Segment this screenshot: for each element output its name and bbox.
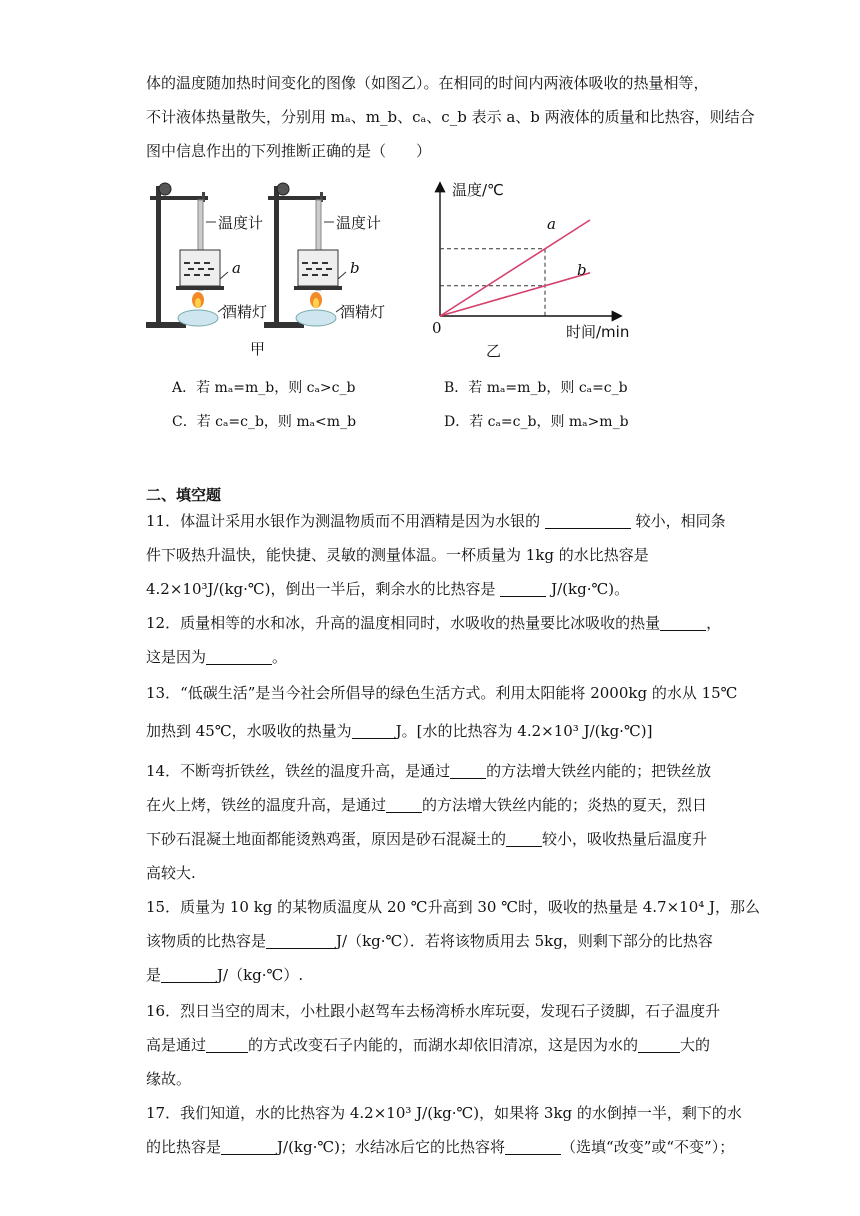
question-16-line-1: 16．烈日当空的周末，小杜跟小赵驾车去杨湾桥水库玩耍，发现石子烫脚，石子温度升: [146, 1002, 721, 1020]
graph-x-label: 时间/min: [566, 323, 630, 341]
answer-blank[interactable]: [505, 1138, 561, 1155]
question-15-line-1: 15．质量为 10 kg 的某物质温度从 20 ℃升高到 30 ℃时，吸收的热量是 4.7×10⁴ J，那么: [146, 898, 761, 916]
graph-line-b-label: b: [577, 261, 587, 279]
answer-blank[interactable]: [506, 830, 542, 847]
question-11-line-2: 件下吸热升温快，能快捷、灵敏的测量体温。一杯质量为 1kg 的水比热容是: [146, 546, 649, 564]
question-17-line-1: 17．我们知道，水的比热容为 4.2×10³ J/(kg·℃)，如果将 3kg 的水倒掉一半，剩下的水: [146, 1104, 742, 1122]
answer-blank[interactable]: [266, 932, 336, 949]
question-16-line-2: 高是通过 的方式改变石子内能的，而湖水却依旧清凉，这是因为水的 大的: [146, 1036, 711, 1054]
figure-yi-caption: 乙: [486, 342, 502, 360]
question-15-line-2: 该物质的比热容是 J/（kg·℃）．若将该物质用去 5kg，则剩下部分的比热容: [146, 932, 713, 950]
apparatus-figure: [140, 172, 400, 362]
answer-blank[interactable]: [221, 1138, 277, 1155]
series-line-b: [440, 273, 590, 316]
apparatus-setup-b: [264, 183, 346, 328]
apparatus-setup-a: [146, 183, 228, 328]
answer-blank[interactable]: [638, 1036, 680, 1053]
alcohol-lamp-label-2: 酒精灯: [340, 303, 386, 321]
question-14-line-3: 下砂石混凝土地面都能烫熟鸡蛋，原因是砂石混凝土的 较小，吸收热量后温度升: [146, 830, 708, 848]
answer-blank[interactable]: [352, 722, 396, 739]
answer-blank[interactable]: [500, 580, 546, 597]
question-15-line-3: 是 J/（kg·℃）.: [146, 966, 304, 984]
question-14-line-4: 高较大.: [146, 864, 196, 882]
question-14-line-2: 在火上烤，铁丝的温度升高，是通过 的方法增大铁丝内能的；炎热的夏天，烈日: [146, 796, 708, 814]
answer-blank[interactable]: [161, 966, 217, 983]
liquid-a-label: a: [232, 259, 241, 277]
option-b[interactable]: B．若 mₐ=m_b，则 cₐ=c_b: [444, 380, 628, 396]
answer-blank[interactable]: [660, 614, 706, 631]
question-12-line-2: 这是因为 。: [146, 648, 288, 666]
thermometer-label-2: 温度计: [336, 214, 382, 232]
answer-blank[interactable]: [545, 512, 631, 529]
graph-y-label: 温度/℃: [452, 181, 504, 199]
figure-jia-caption: 甲: [250, 340, 266, 358]
question-12-line-1: 12．质量相等的水和冰，升高的温度相同时，水吸收的热量要比冰吸收的热量 ，: [146, 614, 722, 632]
temperature-time-graph: [420, 176, 650, 336]
question-13-line-1: 13．“低碳生活”是当今社会所倡导的绿色生活方式。利用太阳能将 2000kg 的水从 15℃: [146, 684, 738, 702]
answer-blank[interactable]: [450, 762, 486, 779]
question-17-line-2: 的比热容是 J/(kg·℃)；水结冰后它的比热容将 （选填“改变”或“不变”）；: [146, 1138, 735, 1156]
option-c[interactable]: C．若 cₐ=c_b，则 mₐ<m_b: [172, 414, 357, 430]
section-title: 二、填空题: [146, 486, 222, 504]
question-10-text-line-2: 不计液体热量散失，分别用 mₐ、m_b、cₐ、c_b 表示 a、b 两液体的质量和比热容，则结合: [146, 108, 755, 126]
question-10-text-line-1: 体的温度随加热时间变化的图像（如图乙）。在相同的时间内两液体吸收的热量相等，: [146, 74, 709, 92]
question-13-line-2: 加热到 45℃，水吸收的热量为 J。[水的比热容为 4.2×10³ J/(kg·℃)]: [146, 722, 653, 740]
question-10-text-line-3: 图中信息作出的下列推断正确的是（ ）: [146, 142, 432, 160]
graph-line-a-label: a: [547, 215, 556, 233]
liquid-b-label: b: [350, 259, 360, 277]
question-16-line-3: 缘故。: [146, 1070, 192, 1088]
answer-blank[interactable]: [386, 796, 422, 813]
answer-blank[interactable]: [206, 1036, 248, 1053]
option-d[interactable]: D．若 cₐ=c_b，则 mₐ>m_b: [444, 414, 629, 430]
alcohol-lamp-label-1: 酒精灯: [222, 303, 268, 321]
answer-blank[interactable]: [206, 648, 272, 665]
question-11-line-3: 4.2×10³J/(kg·℃)，倒出一半后，剩余水的比热容是 J/(kg·℃)。: [146, 580, 630, 598]
series-line-a: [440, 220, 590, 316]
question-14-line-1: 14．不断弯折铁丝，铁丝的温度升高，是通过 的方法增大铁丝内能的；把铁丝放: [146, 762, 712, 780]
thermometer-label-1: 温度计: [218, 214, 264, 232]
question-11-line-1: 11．体温计采用水银作为测温物质而不用酒精是因为水银的 较小，相同条: [146, 512, 726, 530]
option-a[interactable]: A．若 mₐ=m_b，则 cₐ>c_b: [172, 380, 356, 396]
graph-origin-label: 0: [432, 319, 442, 337]
